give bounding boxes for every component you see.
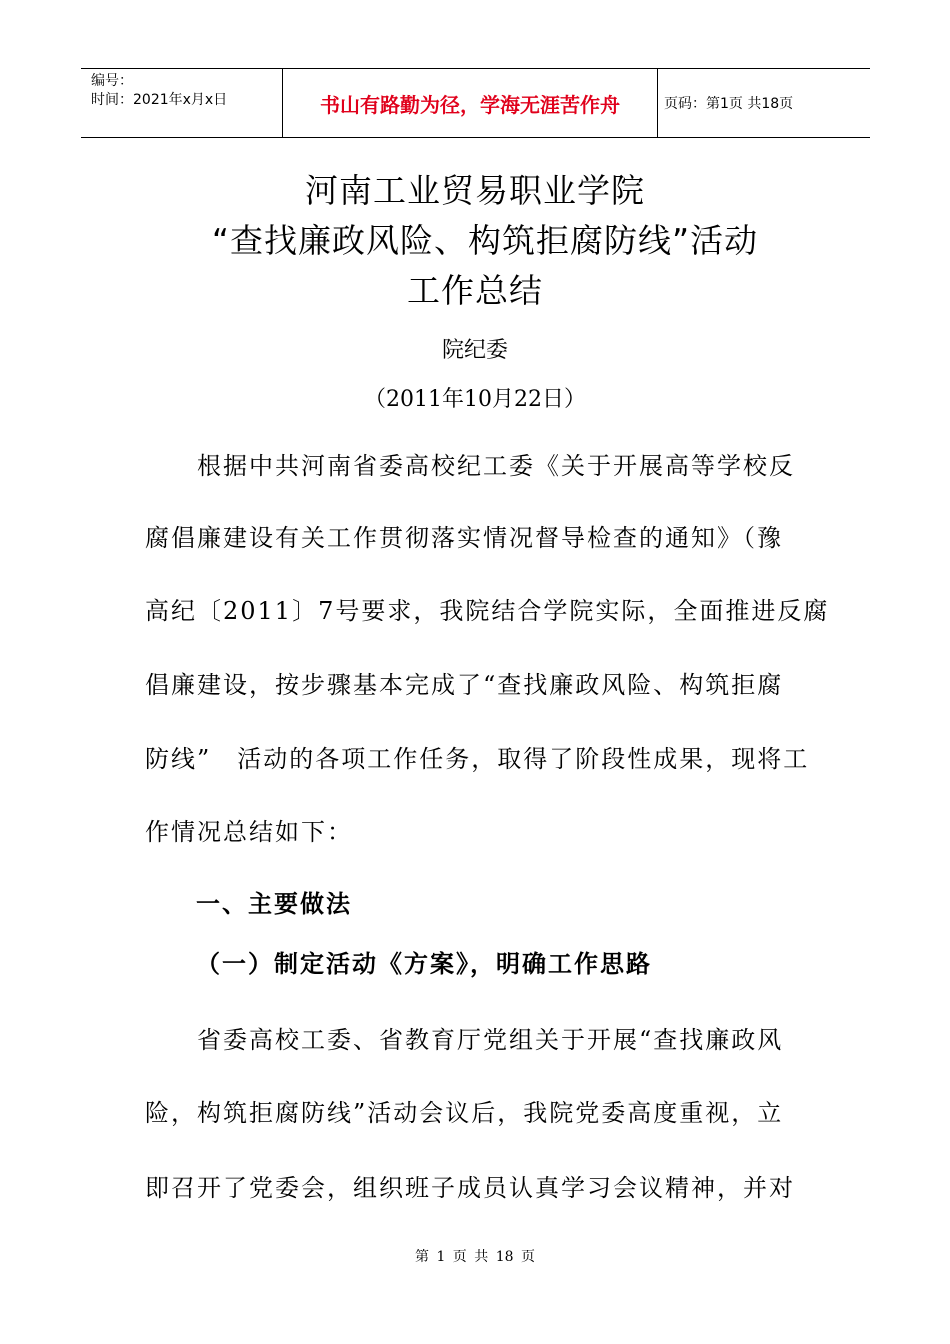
document-date: （2011年10月22日） (364, 387, 586, 412)
document-time-label: 时间：2021年x月x日 (91, 92, 228, 108)
body-line: 倡廉建设，按步骤基本完成了“查找廉政风险、构筑拒腐 (145, 671, 784, 699)
header-meta-cell (81, 69, 283, 137)
header-page-info: 页码：第1页 共18页 (664, 96, 794, 112)
body-line: 作情况总结如下： (145, 818, 353, 846)
header-table (81, 68, 870, 138)
body-line: 根据中共河南省委高校纪工委《关于开展高等学校反 (145, 452, 795, 480)
body-line: 险，构筑拒腐防线”活动会议后，我院党委高度重视，立 (145, 1099, 784, 1127)
document-title-line-3: 工作总结 (407, 271, 543, 310)
document-title-line-1: 河南工业贸易职业学院 (305, 171, 645, 210)
subsection-heading: （一）制定活动《方案》，明确工作思路 (196, 950, 652, 978)
document-title-line-2: “查找廉政风险、构筑拒腐防线”活动 (211, 221, 759, 260)
body-line: 高纪〔2011〕7号要求，我院结合学院实际，全面推进反腐 (145, 597, 830, 625)
body-line: 防线” 活动的各项工作任务，取得了阶段性成果，现将工 (145, 745, 810, 773)
document-number-label: 编号： (91, 73, 133, 89)
header-motto: 书山有路勤为径，学海无涯苦作舟 (283, 69, 658, 137)
page-footer: 第 1 页 共 18 页 (415, 1249, 535, 1265)
body-line: 省委高校工委、省教育厅党组关于开展“查找廉政风 (145, 1026, 784, 1054)
body-line: 腐倡廉建设有关工作贯彻落实情况督导检查的通知》（豫 (145, 524, 783, 552)
document-author: 院纪委 (441, 338, 508, 363)
section-heading: 一、主要做法 (196, 890, 352, 918)
body-line: 即召开了党委会，组织班子成员认真学习会议精神，并对 (145, 1174, 795, 1202)
